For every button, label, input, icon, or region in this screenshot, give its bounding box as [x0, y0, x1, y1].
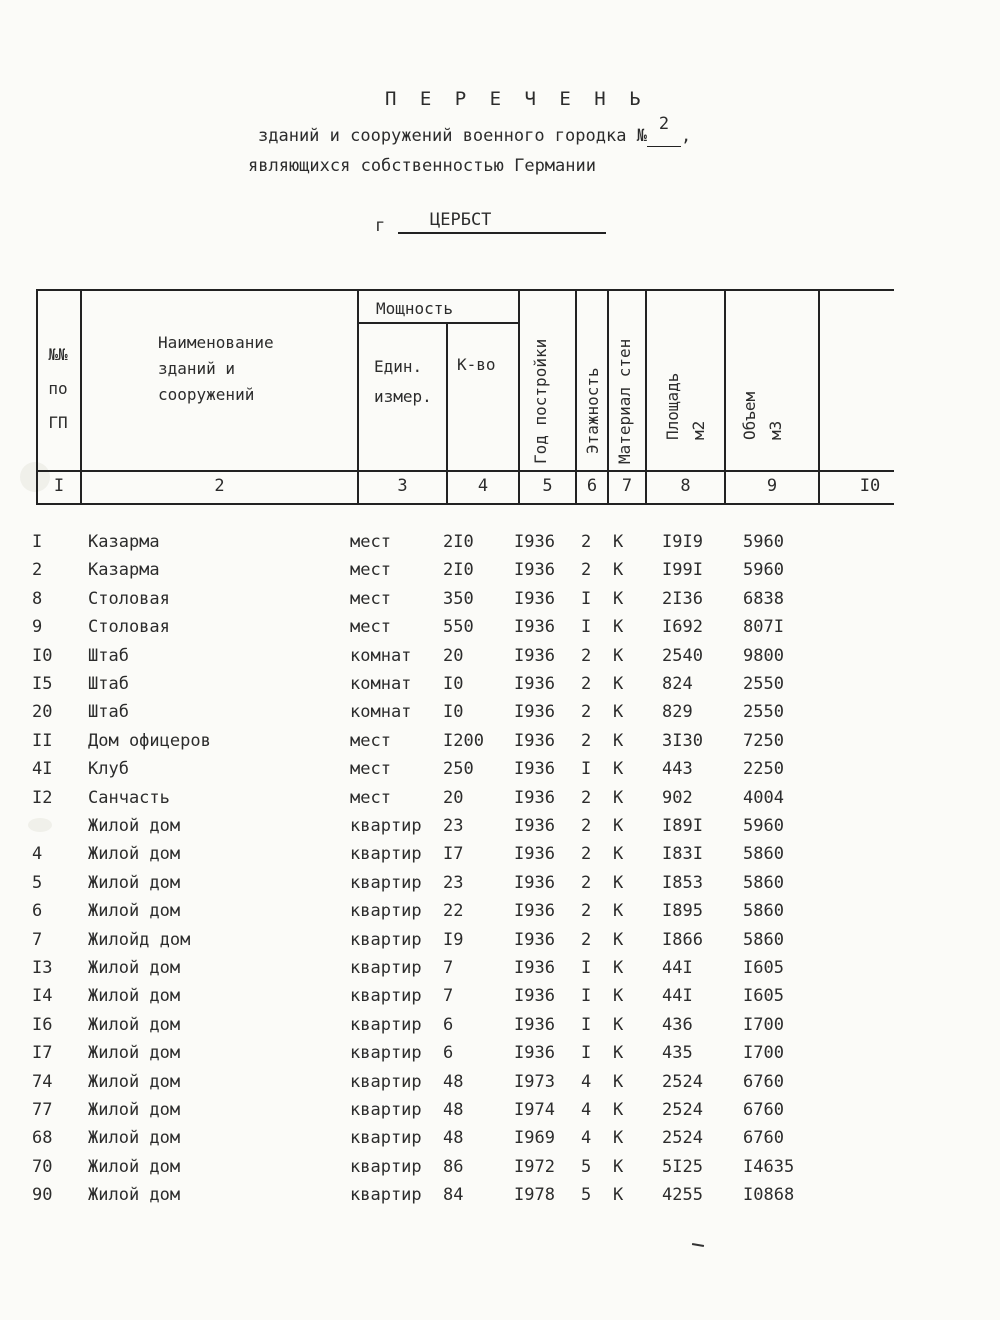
cell-unit: мест [350, 787, 391, 808]
cell-floors: 2 [581, 674, 592, 694]
cell-building-name: Жилой дом [88, 1156, 181, 1177]
cell-building-name: Жилой дом [88, 1185, 181, 1206]
cell-volume: 6760 [743, 1100, 784, 1120]
cell-volume: I700 [743, 1014, 784, 1035]
cell-wall-material: К [613, 730, 624, 751]
cell-volume: 6838 [743, 588, 784, 609]
table-row [0, 617, 1000, 645]
cell-volume: 9800 [743, 645, 784, 666]
table-row [0, 1100, 1000, 1128]
cell-year-built: I936 [514, 645, 555, 666]
column-number: 6 [586, 476, 598, 496]
column-divider [357, 289, 359, 505]
cell-volume: 2550 [743, 674, 784, 694]
cell-unit: квартир [350, 844, 422, 865]
cell-wall-material: К [613, 1071, 624, 1092]
cell-wall-material: К [613, 1100, 624, 1120]
cell-gp-number: I0 [32, 645, 53, 666]
table-row [0, 788, 1000, 816]
cell-area: 3I30 [662, 730, 703, 751]
cell-building-name: Санчасть [88, 787, 170, 808]
table-row [0, 958, 1000, 986]
cell-gp-number: I5 [32, 674, 53, 694]
cell-year-built: I936 [514, 532, 555, 552]
cell-year-built: I936 [514, 588, 555, 609]
cell-quantity: 350 [443, 588, 474, 609]
cell-building-name: Жилойд дом [88, 929, 191, 950]
column-divider [724, 289, 726, 505]
cell-quantity: 23 [443, 816, 464, 836]
cell-area: 4255 [662, 1185, 703, 1206]
cell-wall-material: К [613, 645, 624, 666]
cell-unit: квартир [350, 986, 422, 1007]
cell-building-name: Дом офицеров [88, 730, 211, 751]
cell-quantity: I9 [443, 929, 464, 950]
cell-gp-number: II [32, 730, 53, 751]
column-divider [818, 289, 820, 505]
header-wall-material: Материал стен [615, 338, 634, 464]
cell-unit: квартир [350, 1071, 422, 1092]
table-row [0, 589, 1000, 617]
cell-area: I99I [662, 560, 703, 581]
cell-wall-material: К [613, 759, 624, 780]
cell-year-built: I936 [514, 958, 555, 978]
cell-unit: квартир [350, 929, 422, 950]
cell-year-built: I936 [514, 560, 555, 581]
cell-wall-material: К [613, 674, 624, 694]
cell-volume: 5960 [743, 816, 784, 836]
cell-floors: 2 [581, 560, 592, 581]
cell-year-built: I936 [514, 901, 555, 922]
cell-gp-number: 90 [32, 1185, 53, 1206]
cell-volume: I700 [743, 1043, 784, 1064]
header-bottom-border [36, 470, 894, 472]
table-row [0, 646, 1000, 674]
cell-year-built: I974 [514, 1100, 555, 1120]
capacity-divider [357, 322, 518, 324]
cell-area: I83I [662, 844, 703, 865]
cell-wall-material: К [613, 1185, 624, 1206]
cell-wall-material: К [613, 1128, 624, 1149]
cell-year-built: I936 [514, 986, 555, 1007]
cell-wall-material: К [613, 702, 624, 723]
table-row [0, 759, 1000, 787]
column-number: 8 [680, 476, 691, 496]
header-gp-number: №№ по ГП [48, 345, 68, 432]
cell-year-built: I936 [514, 730, 555, 751]
subtitle-line-2: являющихся собственностью Германии [248, 156, 596, 176]
cell-area: I895 [662, 901, 703, 922]
cell-building-name: Жилой дом [88, 872, 181, 893]
cell-quantity: 86 [443, 1156, 464, 1177]
table-row [0, 702, 1000, 730]
column-divider [36, 289, 38, 505]
cell-building-name: Штаб [88, 702, 129, 723]
table-row [0, 873, 1000, 901]
cell-wall-material: К [613, 958, 624, 978]
header-building-name: Наименование зданий и сооружений [158, 333, 274, 404]
cell-quantity: 48 [443, 1128, 464, 1149]
cell-area: I692 [662, 617, 703, 638]
cell-wall-material: К [613, 532, 624, 552]
cell-gp-number: 6 [32, 901, 43, 922]
cell-volume: I0868 [743, 1185, 795, 1206]
column-divider [645, 289, 647, 505]
cell-area: I9I9 [662, 532, 703, 552]
cell-building-name: Жилой дом [88, 901, 181, 922]
cell-gp-number: I2 [32, 787, 53, 808]
cell-quantity: 550 [443, 617, 474, 638]
cell-floors: 2 [581, 844, 592, 865]
pen-mark [692, 1243, 704, 1247]
cell-gp-number: 2 [32, 560, 43, 581]
cell-unit: мест [350, 560, 391, 581]
cell-unit: квартир [350, 1100, 422, 1120]
cell-floors: I [581, 617, 592, 638]
column-number: 3 [397, 476, 408, 496]
cell-floors: I [581, 986, 592, 1007]
cell-unit: квартир [350, 816, 422, 836]
cell-area: 824 [662, 674, 693, 694]
cell-area: 435 [662, 1043, 693, 1064]
cell-volume: I4635 [743, 1156, 795, 1177]
cell-wall-material: К [613, 1043, 624, 1064]
cell-unit: комнат [350, 702, 412, 723]
table-row [0, 1185, 1000, 1213]
cell-unit: мест [350, 617, 391, 638]
cell-quantity: 23 [443, 872, 464, 893]
cell-volume: 5860 [743, 872, 784, 893]
cell-unit: квартир [350, 1156, 422, 1177]
cell-gp-number: 68 [32, 1128, 53, 1149]
cell-floors: 5 [581, 1185, 592, 1206]
cell-floors: 2 [581, 787, 592, 808]
cell-building-name: Жилой дом [88, 958, 181, 978]
table-row [0, 986, 1000, 1014]
cell-gp-number: 20 [32, 702, 53, 723]
cell-area: 44I [662, 986, 693, 1007]
cell-year-built: I936 [514, 1043, 555, 1064]
cell-quantity: I0 [443, 702, 464, 723]
cell-building-name: Столовая [88, 588, 170, 609]
cell-building-name: Жилой дом [88, 1043, 181, 1064]
cell-gp-number: 77 [32, 1100, 53, 1120]
column-number: 2 [214, 476, 225, 496]
cell-year-built: I936 [514, 787, 555, 808]
table-row [0, 560, 1000, 588]
cell-year-built: I936 [514, 702, 555, 723]
header-capacity: Мощность [376, 299, 454, 318]
cell-unit: комнат [350, 674, 412, 694]
cell-quantity: 48 [443, 1100, 464, 1120]
column-number: 7 [621, 476, 633, 496]
document-title: П Е Р Е Ч Е Н Ь [385, 88, 647, 110]
cell-floors: 2 [581, 702, 592, 723]
cell-unit: мест [350, 588, 391, 609]
cell-building-name: Жилой дом [88, 844, 181, 865]
cell-building-name: Казарма [88, 532, 160, 552]
cell-wall-material: К [613, 872, 624, 893]
cell-unit: мест [350, 532, 391, 552]
cell-volume: 5960 [743, 560, 784, 581]
cell-quantity: 250 [443, 759, 474, 780]
cell-floors: 5 [581, 1156, 592, 1177]
cell-building-name: Жилой дом [88, 986, 181, 1007]
cell-gp-number: I7 [32, 1043, 53, 1064]
cell-building-name: Жилой дом [88, 1071, 181, 1092]
cell-volume: 7250 [743, 730, 784, 751]
table-row [0, 1072, 1000, 1100]
cell-year-built: I978 [514, 1185, 555, 1206]
cell-floors: I [581, 759, 592, 780]
table-row [0, 1015, 1000, 1043]
cell-quantity: 6 [443, 1014, 454, 1035]
cell-area: 2524 [662, 1128, 703, 1149]
cell-gp-number: 7 [32, 929, 43, 950]
table-row [0, 930, 1000, 958]
cell-floors: 2 [581, 872, 592, 893]
cell-quantity: 2I0 [443, 532, 474, 552]
cell-gp-number: 8 [32, 588, 43, 609]
subtitle-line-1 [258, 114, 692, 147]
header-floors: Этажность [583, 367, 602, 454]
cell-area: 443 [662, 759, 693, 780]
cell-area: 829 [662, 702, 693, 723]
header-volume-text: Объем м3 [740, 391, 785, 440]
cell-building-name: Жилой дом [88, 1100, 181, 1120]
cell-area: 902 [662, 787, 693, 808]
column-divider [607, 289, 609, 505]
cell-gp-number: 70 [32, 1156, 53, 1177]
cell-unit: квартир [350, 1014, 422, 1035]
cell-quantity: 7 [443, 958, 454, 978]
cell-year-built: I936 [514, 1014, 555, 1035]
cell-wall-material: К [613, 787, 624, 808]
cell-floors: 2 [581, 730, 592, 751]
cell-year-built: I936 [514, 617, 555, 638]
cell-wall-material: К [613, 617, 624, 638]
cell-gp-number: 9 [32, 617, 43, 638]
header-area-text: Площадь м2 [663, 372, 708, 440]
cell-unit: квартир [350, 1128, 422, 1149]
cell-building-name: Жилой дом [88, 1014, 181, 1035]
cell-quantity: 2I0 [443, 560, 474, 581]
cell-floors: 2 [581, 816, 592, 836]
cell-area: 2I36 [662, 588, 703, 609]
cell-year-built: I936 [514, 816, 555, 836]
table-row [0, 844, 1000, 872]
cell-wall-material: К [613, 1014, 624, 1035]
cell-year-built: I972 [514, 1156, 555, 1177]
cell-volume: 5960 [743, 532, 784, 552]
cell-building-name: Клуб [88, 759, 129, 780]
cell-building-name: Столовая [88, 617, 170, 638]
column-number: 4 [477, 476, 489, 496]
cell-wall-material: К [613, 986, 624, 1007]
cell-wall-material: К [613, 1156, 624, 1177]
column-divider [518, 289, 520, 505]
cell-area: I853 [662, 872, 703, 893]
cell-quantity: 22 [443, 901, 464, 922]
cell-wall-material: К [613, 901, 624, 922]
cell-unit: квартир [350, 872, 422, 893]
header-year-built: Год постройки [531, 338, 550, 464]
cell-quantity: 48 [443, 1071, 464, 1092]
cell-volume: 2550 [743, 702, 784, 723]
column-number: I0 [859, 476, 881, 496]
cell-floors: 4 [581, 1071, 592, 1092]
cell-wall-material: К [613, 929, 624, 950]
table-row [0, 1128, 1000, 1156]
column-divider [575, 289, 577, 505]
cell-area: 436 [662, 1014, 693, 1035]
cell-area: 2540 [662, 645, 703, 666]
header-quantity: К-во [457, 355, 496, 374]
column-numbers-bottom-border [36, 503, 894, 505]
table-row [0, 731, 1000, 759]
table-row [0, 1157, 1000, 1185]
column-number: 9 [766, 476, 778, 496]
cell-gp-number: 4I [32, 759, 53, 780]
cell-unit: комнат [350, 645, 412, 666]
cell-unit: квартир [350, 1185, 422, 1206]
cell-quantity: 84 [443, 1185, 464, 1206]
cell-floors: 2 [581, 532, 592, 552]
cell-volume: 4004 [743, 787, 784, 808]
city-line [398, 232, 606, 234]
header-area [660, 320, 712, 440]
column-number: I [53, 476, 65, 496]
cell-area: 2524 [662, 1071, 703, 1092]
cell-building-name: Штаб [88, 674, 129, 694]
cell-volume: I605 [743, 958, 784, 978]
cell-area: 44I [662, 958, 693, 978]
city-prefix: г [375, 216, 386, 236]
cell-area: 2524 [662, 1100, 703, 1120]
cell-building-name: Штаб [88, 645, 129, 666]
cell-volume: 5860 [743, 929, 784, 950]
cell-volume: 6760 [743, 1071, 784, 1092]
cell-building-name: Жилой дом [88, 1128, 181, 1149]
cell-wall-material: К [613, 588, 624, 609]
cell-floors: 2 [581, 929, 592, 950]
cell-gp-number: 74 [32, 1071, 53, 1092]
cell-volume: 807I [743, 617, 784, 638]
cell-quantity: 20 [443, 645, 464, 666]
cell-year-built: I936 [514, 929, 555, 950]
cell-volume: 2250 [743, 759, 784, 780]
table-row [0, 901, 1000, 929]
table-row [0, 532, 1000, 560]
cell-floors: I [581, 1043, 592, 1064]
city-name: ЦЕРБСТ [430, 210, 492, 230]
cell-floors: I [581, 588, 592, 609]
cell-building-name: Жилой дом [88, 816, 181, 836]
cell-gp-number: 5 [32, 872, 43, 893]
cell-quantity: 7 [443, 986, 454, 1007]
cell-volume: 6760 [743, 1128, 784, 1149]
cell-area: 5I25 [662, 1156, 703, 1177]
cell-quantity: I0 [443, 674, 464, 694]
cell-gp-number: I3 [32, 958, 53, 978]
cell-unit: квартир [350, 1043, 422, 1064]
cell-year-built: I936 [514, 759, 555, 780]
cell-gp-number: 4 [32, 844, 43, 865]
cell-year-built: I936 [514, 872, 555, 893]
cell-quantity: I200 [443, 730, 484, 751]
cell-volume: 5860 [743, 901, 784, 922]
table-top-border [36, 289, 894, 291]
cell-volume: I605 [743, 986, 784, 1007]
column-divider [80, 289, 82, 505]
cell-floors: I [581, 1014, 592, 1035]
column-number: 5 [542, 476, 553, 496]
cell-unit: квартир [350, 901, 422, 922]
cell-floors: 4 [581, 1128, 592, 1149]
cell-year-built: I969 [514, 1128, 555, 1149]
table-row [0, 674, 1000, 702]
cell-quantity: 20 [443, 787, 464, 808]
header-unit: Един. измер. [374, 357, 432, 406]
table-row [0, 816, 1000, 844]
cell-area: I866 [662, 929, 703, 950]
cell-gp-number: I4 [32, 986, 53, 1007]
cell-area: I89I [662, 816, 703, 836]
cell-quantity: 6 [443, 1043, 454, 1064]
cell-floors: 2 [581, 645, 592, 666]
cell-year-built: I936 [514, 844, 555, 865]
cell-gp-number: I [32, 532, 43, 552]
cell-floors: I [581, 958, 592, 978]
town-number [647, 114, 681, 147]
town-number-value: 2 [658, 114, 670, 134]
cell-building-name: Казарма [88, 560, 160, 581]
table-row [0, 1043, 1000, 1071]
subtitle-text: зданий и сооружений военного городка № [258, 126, 647, 146]
cell-quantity: I7 [443, 844, 464, 865]
cell-year-built: I973 [514, 1071, 555, 1092]
cell-wall-material: К [613, 816, 624, 836]
header-volume [737, 320, 789, 440]
cell-wall-material: К [613, 844, 624, 865]
cell-unit: мест [350, 759, 391, 780]
subtitle-comma: , [680, 126, 692, 146]
cell-wall-material: К [613, 560, 624, 581]
cell-volume: 5860 [743, 844, 784, 865]
cell-floors: 4 [581, 1100, 592, 1120]
cell-gp-number: I6 [32, 1014, 53, 1035]
cell-floors: 2 [581, 901, 592, 922]
cell-unit: квартир [350, 958, 422, 978]
cell-year-built: I936 [514, 674, 555, 694]
cell-unit: мест [350, 730, 391, 751]
